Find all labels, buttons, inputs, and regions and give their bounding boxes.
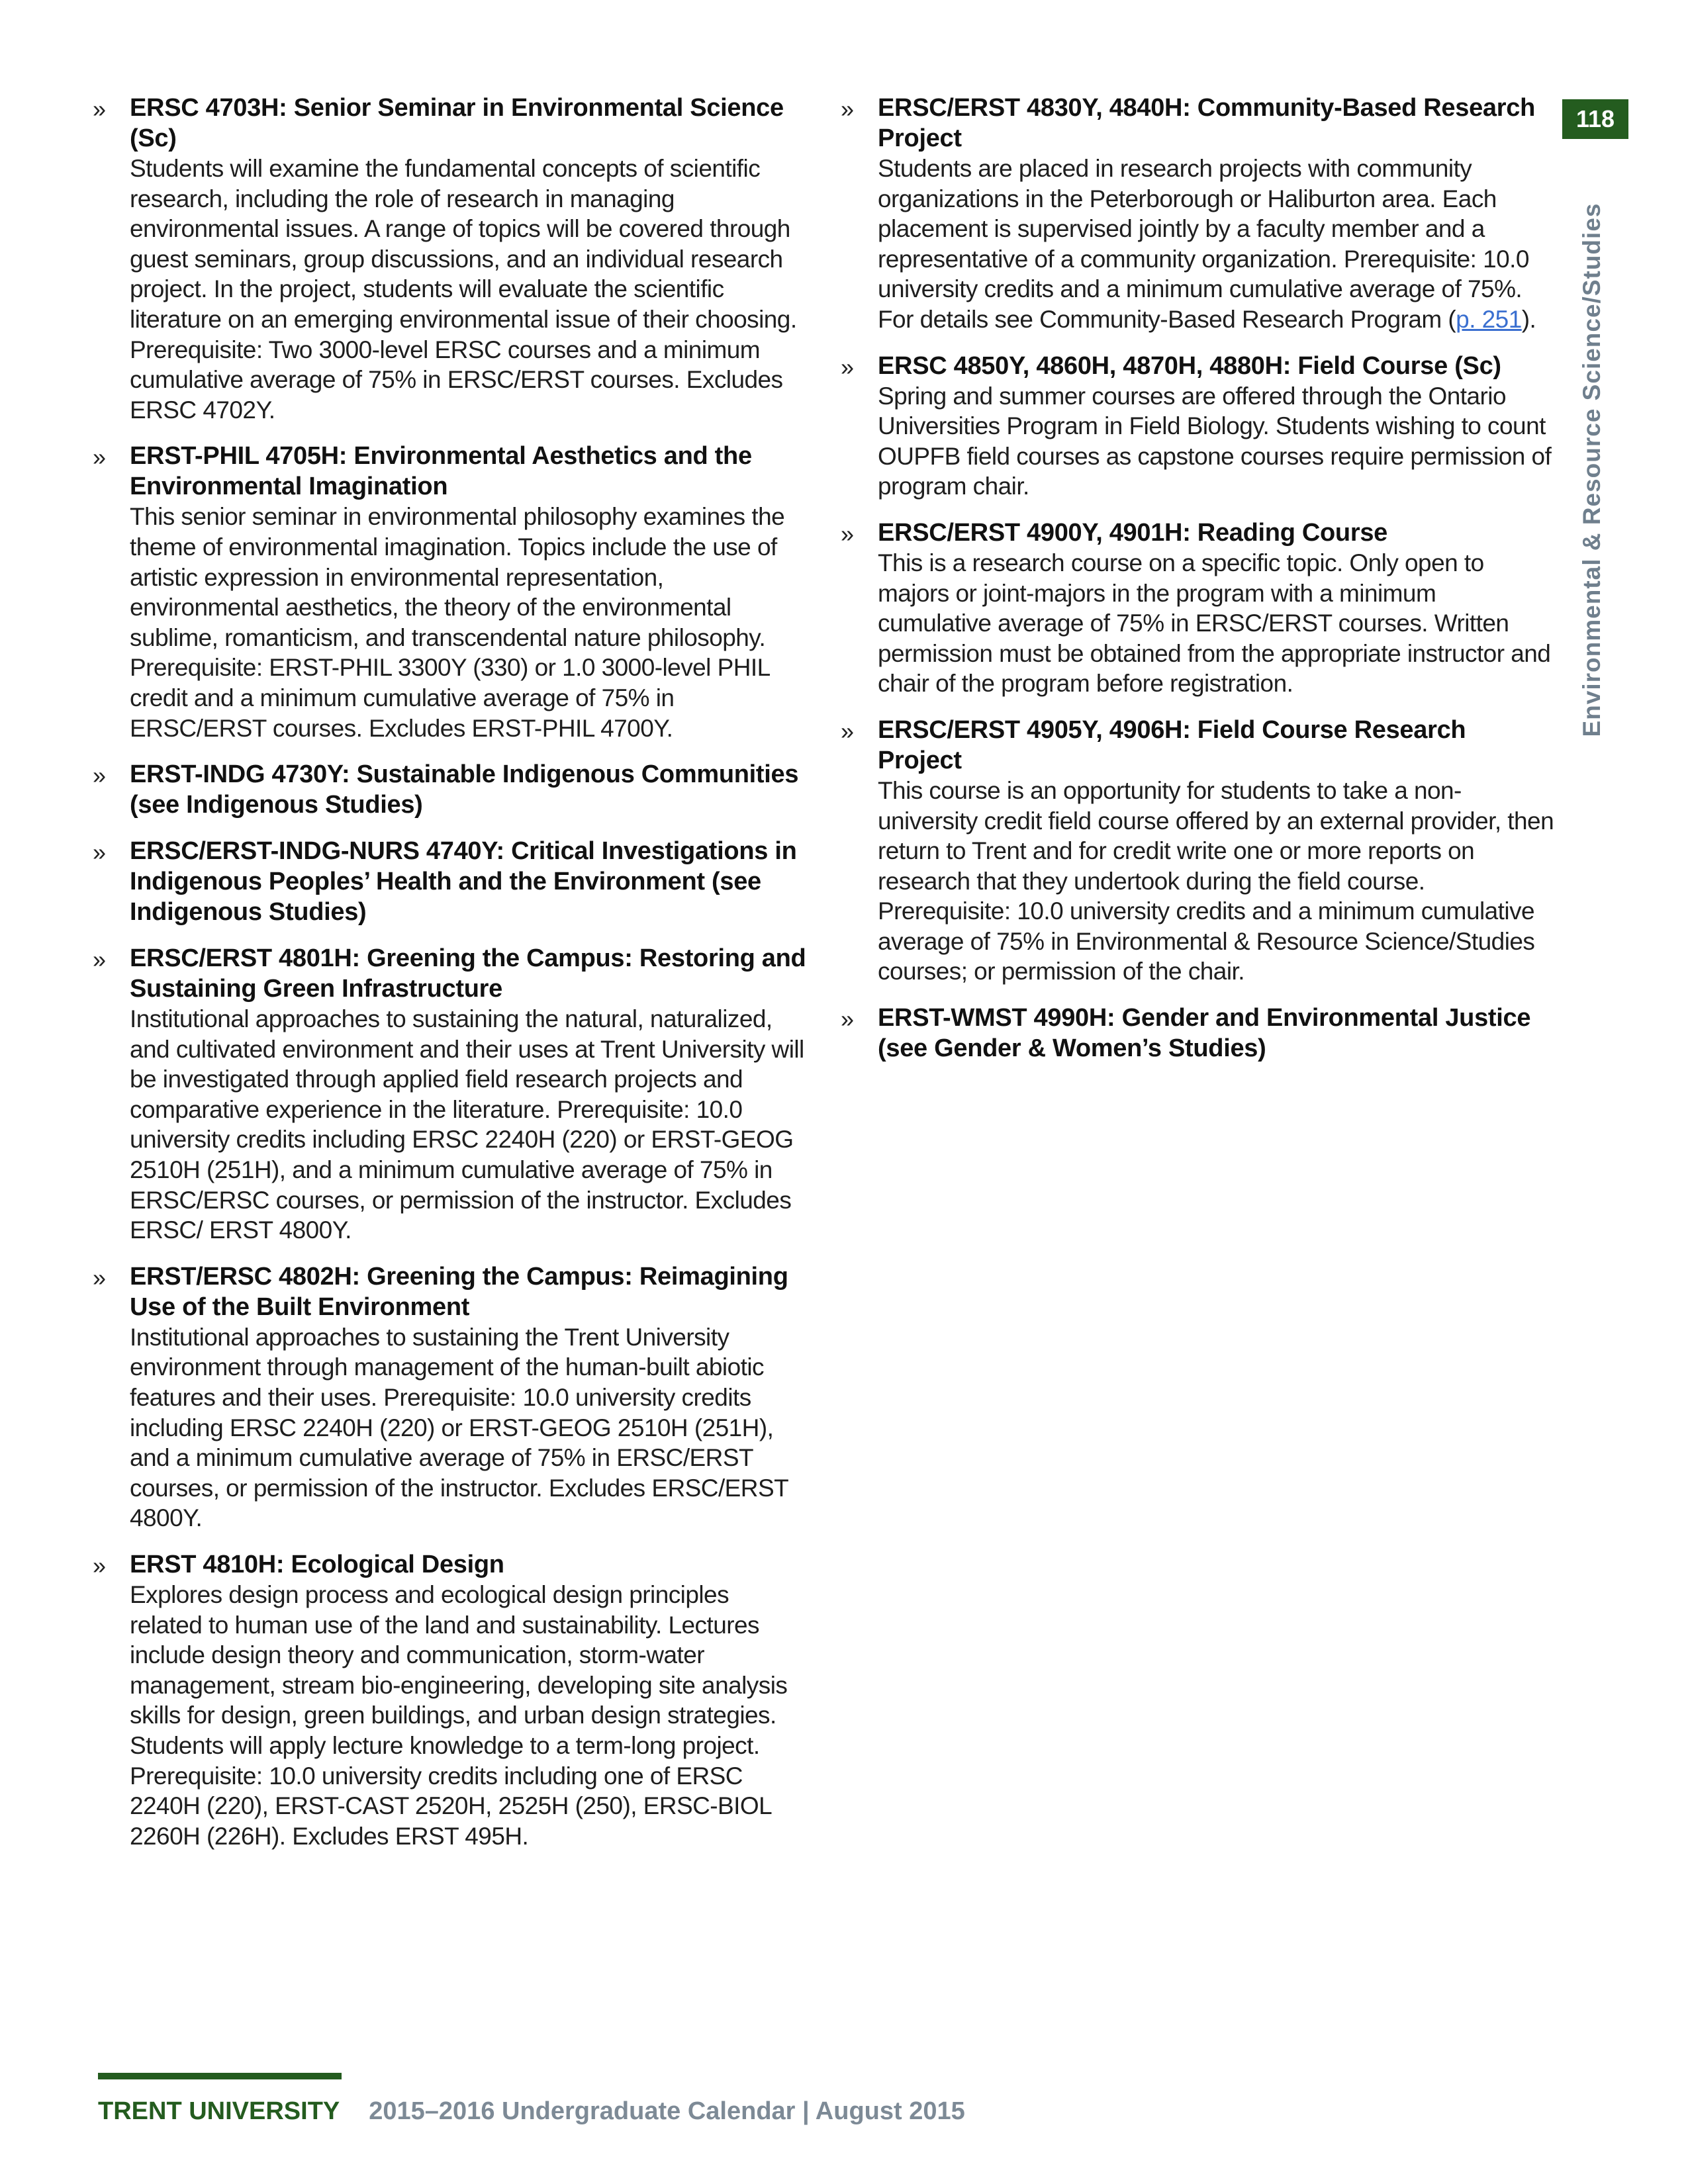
course-entry-ersc-4703h [93,93,808,425]
course-title: ERSC/ERST 4900Y, 4901H: Reading Course [878,518,1387,547]
bullet-marker: » [841,717,855,745]
bullet-marker: » [93,762,107,790]
course-title: ERSC/ERST 4905Y, 4906H: Field Course Research Project [878,715,1466,774]
course-entry-ersc-erst-4900y [841,518,1556,699]
course-description: This senior seminar in environmental philosophy examines the theme of environmental imagination. Topics include the use of artistic expression in environmental representation, environmental aesthetics, the theory of the environmental sublime, romanticism, and transcendental nature philosophy. Prerequisite: ERST-PHIL 3300Y (330) or 1.0 3000-level PHIL credit and a minimum cumulative average of 75% in ERSC/ERST courses. Excludes ERST-PHIL 4700Y. [130,503,785,742]
course-description: Students will examine the fundamental concepts of scientific research, including the role of research in managing environmental issues. A range of topics will be covered through guest seminars, group discussions, and an individual research project. In the project, students will evaluate the scientific literature on an emerging environmental issue of their choosing. Prerequisite: Two 3000-level ERSC courses and a minimum cumulative average of 75% in ERSC/ERST courses. Excludes ERSC 4702Y. [130,155,797,424]
course-entry-ersc-erst-4830y [841,93,1556,335]
course-entry-erst-indg-4730y [93,759,808,820]
page-number-badge: 118 [1562,99,1628,139]
course-description: Institutional approaches to sustaining the Trent University environment through management of the human-built abiotic features and their uses. Prerequisite: 10.0 university credits including ERSC 2240H (220) or ERST-GEOG 2510H (251H), and a minimum cumulative average of 75% in ERSC/ERST courses, or permission of the instructor. Excludes ERSC/ERST 4800Y. [130,1323,788,1532]
course-title: ERSC/ERST 4801H: Greening the Campus: Restoring and Sustaining Green Infrastructure [130,944,806,1003]
section-side-label: Environmental & Resource Science/Studies [1578,203,1605,737]
bullet-marker: » [841,1005,855,1033]
course-entry-erst-4810h [93,1549,808,1851]
course-title: ERST-INDG 4730Y: Sustainable Indigenous Communities (see Indigenous Studies) [130,760,799,819]
bullet-marker: » [93,95,107,122]
bullet-marker: » [93,443,107,471]
course-title: ERST 4810H: Ecological Design [130,1551,504,1578]
course-entry-ersc-erst-4801h [93,943,808,1246]
course-entry-erst-wmst-4990h [841,1003,1556,1064]
course-entry-ersc-4850y [841,351,1556,502]
course-entry-ersc-erst-indg-nurs-4740y [93,836,808,927]
course-description [878,154,1556,335]
course-title: ERST-WMST 4990H: Gender and Environmental Justice (see Gender & Women’s Studies) [878,1004,1531,1063]
bullet-marker: » [841,520,855,547]
course-title: ERSC 4703H: Senior Seminar in Environmental Science (Sc) [130,94,784,152]
course-description: This course is an opportunity for students to take a non-university credit field course offered by an external provider, then return to Trent and for credit write one or more reports on research that they undertook during the field course. Prerequisite: 10.0 university credits and a minimum cumulative average of 75% in Environmental & Resource Science/Studies courses; or permission of the chair. [878,776,1554,985]
bullet-marker: » [93,946,107,974]
right-column [841,93,1556,1079]
course-entry-erst-ersc-4802h [93,1261,808,1533]
course-description: Institutional approaches to sustaining the natural, naturalized, and cultivated environment and their uses at Trent University will be investigated through applied field research projects and comparative experience in the literature. Prerequisite: 10.0 university credits including ERSC 2240H (220) or ERST-GEOG 2510H (251H), and a minimum cumulative average of 75% in ERSC/ERSC courses, or permission of the instructor. Excludes ERSC/ ERST 4800Y. [130,1005,804,1244]
bullet-marker: » [93,839,107,866]
course-description: Explores design process and ecological design principles related to human use of the land and sustainability. Lectures include design theory and communication, storm-water management, stream bio-engineering, developing site analysis skills for design, green buildings, and urban design strategies. Students will apply lecture knowledge to a term-long project. Prerequisite: 10.0 university credits including one of ERSC 2240H (220), ERST-CAST 2520H, 2525H (250), ERSC-BIOL 2260H (226H). Excludes ERST 495H. [130,1581,788,1850]
bullet-marker: » [841,353,855,381]
footer-calendar: 2015–2016 Undergraduate Calendar | August 2015 [369,2097,965,2125]
bullet-marker: » [93,1552,107,1579]
course-description: Spring and summer courses are offered through the Ontario Universities Program in Field Biology. Students wishing to count OUPFB field courses as capstone courses require permission of program chair. [878,382,1552,500]
course-title: ERSC/ERST 4830Y, 4840H: Community-Based Research Project [878,94,1535,152]
course-title: ERSC/ERST-INDG-NURS 4740Y: Critical Investigations in Indigenous Peoples’ Health and the Environment (see Indigenous Studies) [130,837,797,927]
page-footer [98,2091,965,2131]
course-description: This is a research course on a specific topic. Only open to majors or joint-majors in the program with a minimum cumulative average of 75% in ERSC/ERST courses. Written permission must be obtained from the appropriate instructor and chair of the program before registration. [878,549,1551,698]
bullet-marker: » [841,95,855,122]
left-column [93,93,808,1867]
course-description-text: Students are placed in research projects with community organizations in the Peterborough or Haliburton area. Each placement is supervised jointly by a faculty member and a representative of a community organization. Prerequisite: 10.0 university credits and a minimum cumulative average of 75%. For details see Community-Based Research Program ( [878,155,1529,333]
footer-rule [98,2073,342,2079]
course-title: ERST-PHIL 4705H: Environmental Aesthetics and the Environmental Imagination [130,442,752,501]
course-title: ERST/ERSC 4802H: Greening the Campus: Reimagining Use of the Built Environment [130,1262,788,1321]
bullet-marker: » [93,1263,107,1291]
course-description-end: ). [1521,305,1536,333]
page-reference-link[interactable]: p. 251 [1456,305,1522,333]
course-title: ERSC 4850Y, 4860H, 4870H, 4880H: Field Course (Sc) [878,351,1501,380]
footer-university: TRENT UNIVERSITY [98,2097,340,2125]
course-entry-erst-phil-4705h [93,441,808,743]
course-entry-ersc-erst-4905y [841,715,1556,987]
